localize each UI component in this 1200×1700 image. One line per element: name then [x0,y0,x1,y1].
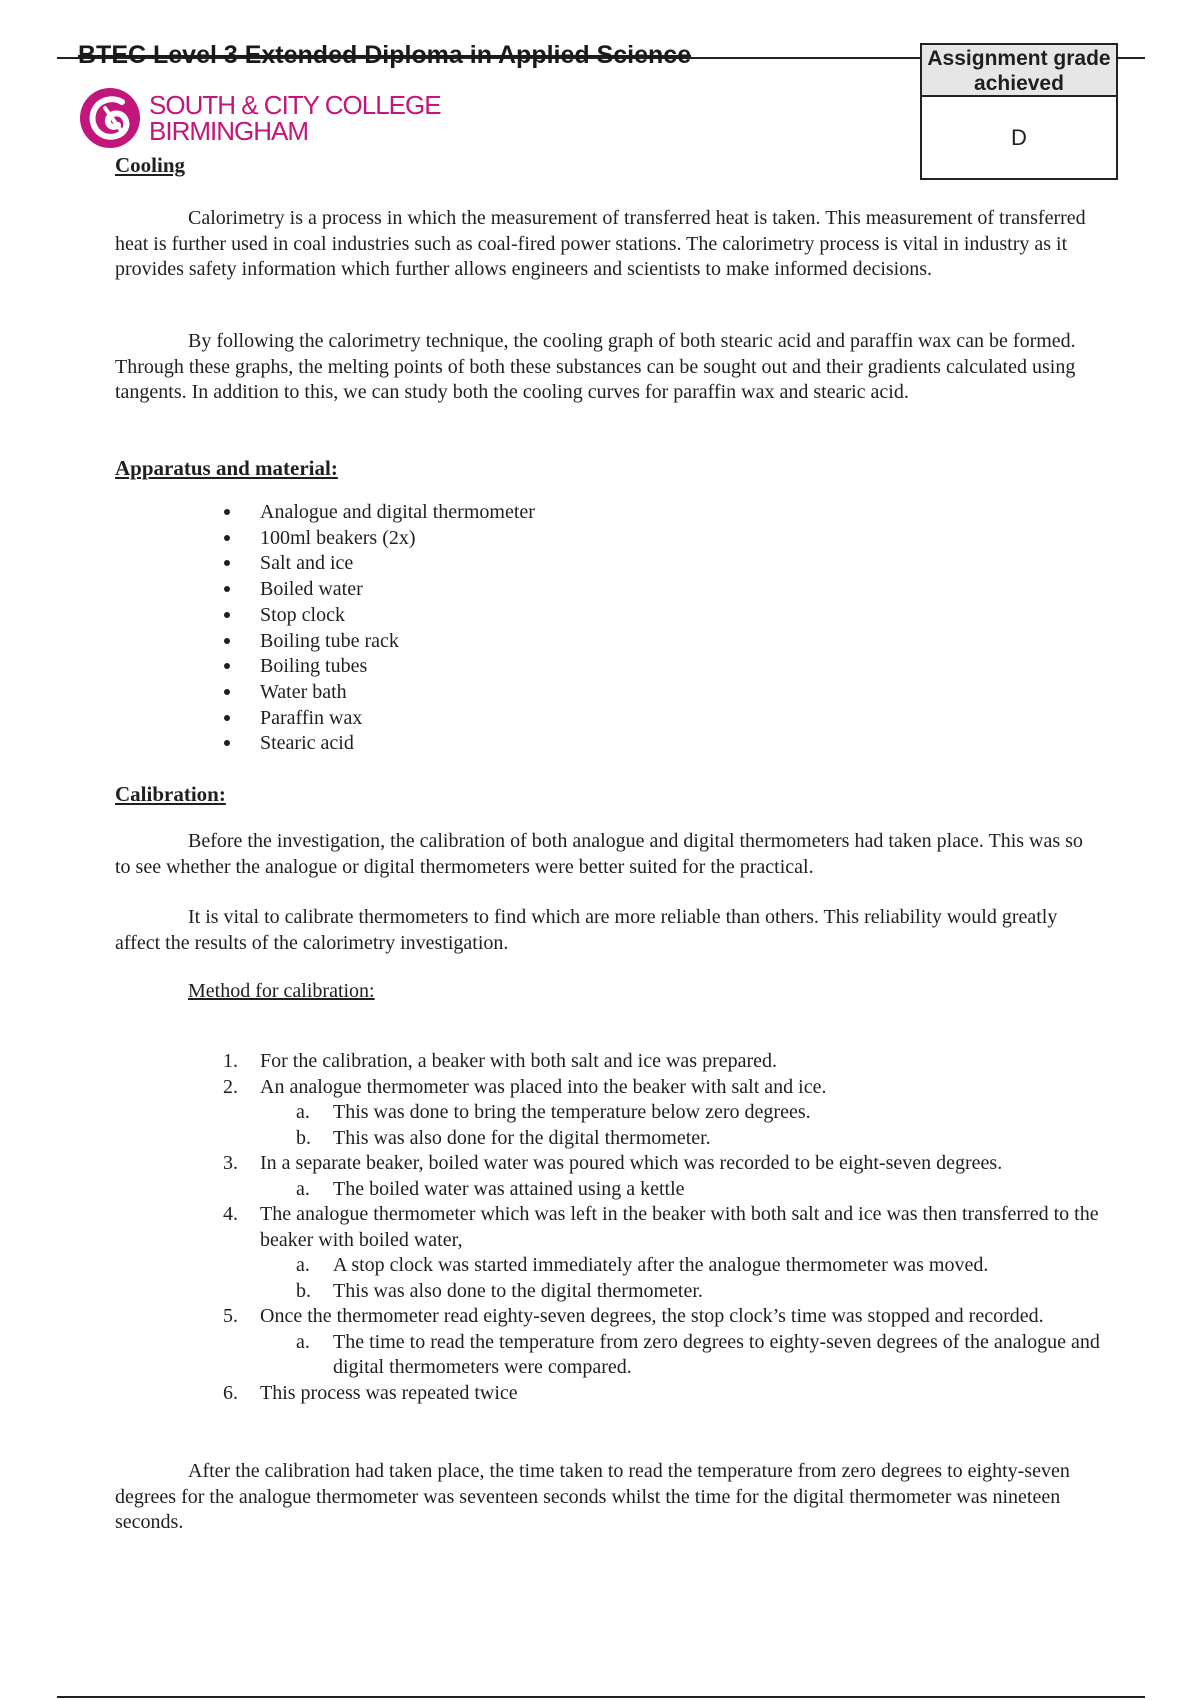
calibration-paragraph-1: Before the investigation, the calibration of both analogue and digital thermometers had taken place. This was so to see whether the analogue or digital thermometers were better suited for the practical. [115,830,1083,878]
bullet-icon [224,535,230,541]
bullet-icon [224,586,230,592]
substep-item: a. A stop clock was started immediately after the analogue thermometer was moved. [296,1254,989,1276]
calibration-paragraph-2: It is vital to calibrate thermometers to find which are more reliable than others. This reliability would greatly affect the results of the calorimetry investigation. [115,906,1058,954]
step-item: 3. In a separate beaker, boiled water was poured which was recorded to be eight-seven degrees. [223,1152,1003,1174]
calibration-conclusion: After the calibration had taken place, the time taken to read the temperature from zero degrees to eighty-seven degrees for the analogue thermometer was seventeen seconds whilst the time for the digital thermometer was nineteen seconds. [115,1460,1070,1533]
list-item: Boiled water [210,577,535,603]
logo-text-line2: BIRMINGHAM [149,116,308,146]
substep-item: a. The time to read the temperature from zero degrees to eighty-seven degrees of the analogue and digital thermometers were compared. [296,1330,1100,1378]
bullet-icon [224,689,230,695]
course-title: BTEC Level 3 Extended Diploma in Applied Science [78,41,692,69]
substep-item: b. This was also done to the digital thermometer. [296,1279,703,1302]
list-item: 100ml beakers (2x) [210,526,535,552]
substep-item: a. This was done to bring the temperature below zero degrees. [296,1101,811,1123]
list-item: Water bath [210,680,535,706]
grade-box [920,43,1118,180]
list-item: Boiling tubes [210,654,535,680]
step-item: 5. Once the thermometer read eighty-seven degrees, the stop clock’s time was stopped and recorded. [223,1305,1044,1327]
apparatus-heading: Apparatus and material: [115,456,338,480]
bullet-icon [224,715,230,721]
list-item: Boiling tube rack [210,629,535,655]
list-item: Analogue and digital thermometer [210,500,535,526]
method-heading: Method for calibration: [188,980,375,1002]
logo-text-line1: SOUTH & CITY COLLEGE [149,90,441,120]
intro-paragraph-2: By following the calorimetry technique, the cooling graph of both stearic acid and paraffin wax can be formed. Through these graphs, the melting points of both these substances can be sought out and their gradients calculated using tangents. In addition to this, we can study both the cooling curves for paraffin wax and stearic acid. [115,330,1076,403]
step-item: 2. An analogue thermometer was placed into the beaker with salt and ice. [223,1075,827,1098]
bullet-icon [224,638,230,644]
substep-item: a. The boiled water was attained using a kettle [296,1177,685,1200]
list-item: Stearic acid [210,731,535,757]
college-logo-icon [78,86,142,150]
step-item: 4. The analogue thermometer which was left in the beaker with both salt and ice was then transferred to the beaker with boiled water, [223,1203,1099,1251]
list-item: Salt and ice [210,551,535,577]
intro-paragraph-1: Calorimetry is a process in which the measurement of transferred heat is taken. This measurement of transferred heat is further used in coal industries such as coal-fired power stations. The calorimetry process is vital in industry as it provides safety information which further allows engineers and scientists to make informed decisions. [115,207,1086,280]
calibration-steps [210,1049,1110,1406]
calibration-heading: Calibration: [115,782,226,806]
bullet-icon [224,740,230,746]
substep-item: b. This was also done for the digital thermometer. [296,1126,711,1149]
bullet-icon [224,663,230,669]
step-item: 6. This process was repeated twice [223,1381,518,1404]
footer-rule [57,1696,1145,1698]
grade-value: D [1011,125,1027,150]
list-item: Paraffin wax [210,706,535,732]
list-item: Stop clock [210,603,535,629]
grade-label: Assignment grade achieved [922,45,1116,97]
apparatus-list [210,500,535,757]
step-item: 1. For the calibration, a beaker with both salt and ice was prepared. [223,1050,778,1072]
bullet-icon [224,560,230,566]
college-logo [78,86,441,152]
section-title: Cooling [115,153,186,177]
bullet-icon [224,612,230,618]
bullet-icon [224,509,230,515]
